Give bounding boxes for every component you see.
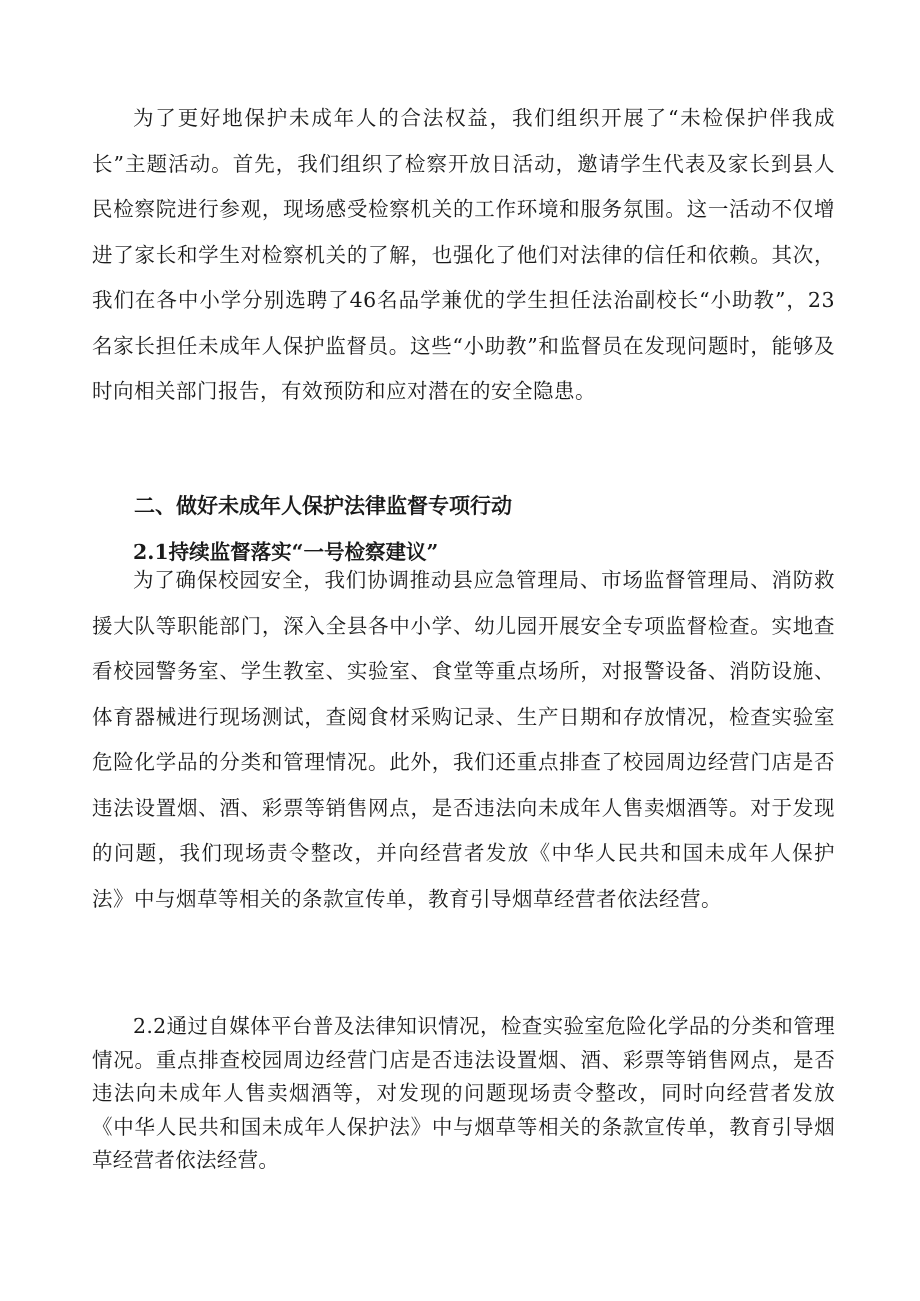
- paragraph-theme-activity: 为了更好地保护未成年人的合法权益，我们组织开展了“未检保护伴我成长”主题活动。首先，我们组织了检察开放日活动，邀请学生代表及家长到县人民检察院进行参观，现场感受检察机关的工作环境和服务氛围。这一活动不仅增进了家长和学生对检察机关的了解，也强化了他们对法律的信任和依赖。其次，我们在各中小学分别选聘了46名品学兼优的学生担任法治副校长“小助教”，23名家长担任未成年人保护监督员。这些“小助教”和监督员在发现问题时，能够及时向相关部门报告，有效预防和应对潜在的安全隐患。: [92, 106, 835, 403]
- section-heading: 二、做好未成年人保护法律监督专项行动: [134, 494, 512, 518]
- subsection-heading: 2.1持续监督落实“一号检察建议”: [133, 540, 439, 564]
- paragraph-safety-inspection: 为了确保校园安全，我们协调推动县应急管理局、市场监督管理局、消防救援大队等职能部门，深入全县各中小学、幼儿园开展安全专项监督检查。实地查看校园警务室、学生教室、实验室、食堂等重点场所，对报警设备、消防设施、体育器械进行现场测试，查阅食材采购记录、生产日期和存放情况，检查实验室危险化学品的分类和管理情况。此外，我们还重点排查了校园周边经营门店是否违法设置烟、酒、彩票等销售网点，是否违法向未成年人售卖烟酒等。对于发现的问题，我们现场责令整改，并向经营者发放《中华人民共和国未成年人保护法》中与烟草等相关的条款宣传单，教育引导烟草经营者依法经营。: [92, 568, 835, 911]
- paragraph-media-legal-knowledge: 2.2通过自媒体平台普及法律知识情况，检查实验室危险化学品的分类和管理情况。重点排查校园周边经营门店是否违法设置烟、酒、彩票等销售网点，是否违法向未成年人售卖烟酒等，对发现的问题现场责令整改，同时向经营者发放《中华人民共和国未成年人保护法》中与烟草等相关的条款宣传单，教育引导烟草经营者依法经营。: [92, 1014, 835, 1172]
